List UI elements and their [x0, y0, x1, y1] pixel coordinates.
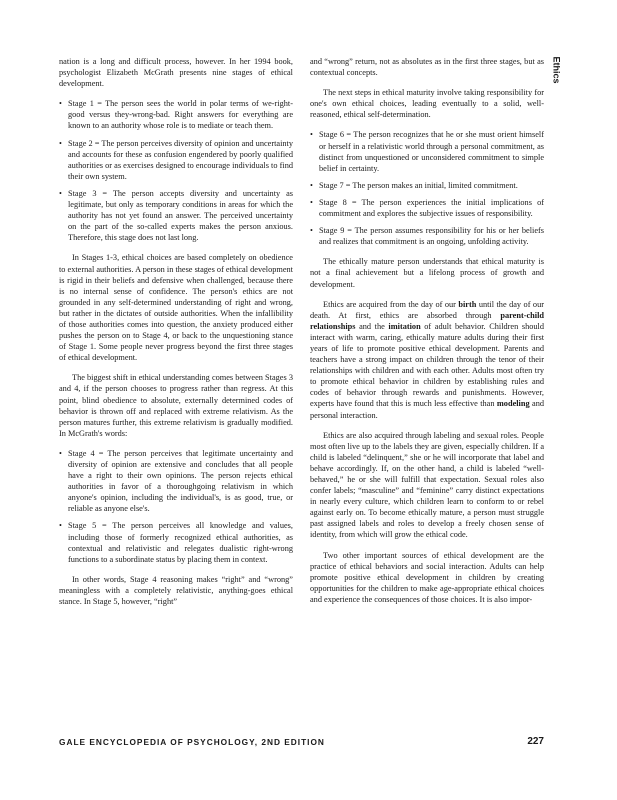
acq-text-2: until the day of our death. At first, ethics are absorbed through — [310, 299, 544, 320]
page-footer — [59, 737, 544, 751]
stages-1-3-paragraph: In Stages 1-3, ethical choices are based completely on obedience to external authorities. A person in these stages of ethical development is rigid in their beliefs and defensive when challenged, because there is no internal sense of confidence. The person's ethics are not grounded in any self-determined understanding of right and wrong, but rather in the dictates of outside authorities. When the infallibility of those authorities comes into question, the anxiety produced either pushes the person on to Stage 4, or back to the unquestioning stance of Stage 1. Some people never progress beyond the first three stages of ethical development. — [59, 253, 293, 363]
stages-list-4-5 — [59, 448, 293, 565]
parent-child-term: parent-child relationships — [310, 310, 544, 331]
mature-paragraph: The ethically mature person understands that ethical maturity is not a final achievement but a lifelong process of growth and development. — [310, 257, 544, 289]
stages-list-1-3 — [59, 98, 293, 243]
acquisition-paragraph — [310, 299, 544, 421]
acq-text-4: of adult behavior. Children should interact with warm, caring, ethically mature adults during their first years of life to promote positive ethical development. Parents and teachers have a strong impact on children through the tenor of their relationships with children and with each other. Adults most often try to promote ethical behavior in children by establishing rules and codes of behavior through rewards and punishments. However, experts have found that this is much less effective than — [310, 321, 544, 409]
stage-5-item: • Stage 5 = The person perceives all knowledge and values, including those of formerly recognized ethical authorities, as contextual and relativistic and relegates dualistic right-wrong functions to a subordinate status by placing them in context. — [59, 520, 293, 564]
stage-9-item: • Stage 9 = The person assumes responsibility for his or her beliefs and realizes that commitment is an ongoing, unfolding activity. — [310, 225, 544, 247]
stage-2-item: • Stage 2 = The person perceives diversity of opinion and uncertainty and accounts for these as confusion engendered by poorly qualified authorities or as exercises designed to encourage individuals to find their own system. — [59, 138, 293, 182]
left-column — [59, 56, 293, 607]
biggest-shift-paragraph: The biggest shift in ethical understanding comes between Stages 3 and 4, if the person chooses to progress rather than regress. At this point, blind obedience to absolute, externally determined codes of behavior is thrown off and replaced with extreme relativism. As the person matures further, this extreme relativism is gradually modified. In McGrath's words: — [59, 373, 293, 438]
stage-7-item: • Stage 7 = The person makes an initial, limited commitment. — [310, 180, 544, 191]
two-other-paragraph: Two other important sources of ethical development are the practice of ethical behaviors and social interaction. Adults can help promote positive ethical development in children by creating opportunities for the children to make age-appropriate ethical choices and experience the consequences of those choices. It is also impor- — [310, 550, 544, 604]
stage-8-item: • Stage 8 = The person experiences the initial implications of commitment and explores the subjective issues of responsibility. — [310, 197, 544, 219]
stages-list-6-9 — [310, 129, 544, 247]
labeling-paragraph: Ethics are also acquired through labeling and sexual roles. People most often live up to the labels they are given, especially children. If a child is labeled “delinquent,” she or he will incorporate that label and behave accordingly. If, on the other hand, a child is labeled “well-behaved,” he or she will fulfill that expectation. Sexual roles also confer labels; “masculine” and “feminine” carry distinct expectations in nearly every culture, which children learn to conform to or rebel against early on. To become ethically mature, a person must struggle past assigned labels and roles to develop a freely chosen sense of identity, from which will grow the ethical code. — [310, 430, 544, 540]
page-number: 227 — [527, 736, 544, 747]
footer-title: GALE ENCYCLOPEDIA OF PSYCHOLOGY, 2ND EDITION — [59, 737, 325, 747]
section-tab-label: Ethics — [551, 56, 562, 84]
intro-paragraph: nation is a long and difficult process, however. In her 1994 book, psychologist Elizabeth McGrath presents nine stages of ethical development. — [59, 57, 293, 89]
acq-text-3: and the — [355, 321, 389, 331]
acq-text-5: and personal interaction. — [310, 399, 544, 420]
next-steps-paragraph: The next steps in ethical maturity involve taking responsibility for one's own ethical choices, leading eventually to a solid, well-reasoned, ethical self-determination. — [310, 88, 544, 120]
acq-text-1: Ethics are acquired from the day of our — [323, 299, 459, 309]
stage-4-item: • Stage 4 = The person perceives that legitimate uncertainty and diversity of opinion are extensive and concludes that all people have a right to their own opinions. The person rejects ethical authorities in favor of a thoroughgoing relativism in which anyone's opinion, including the individual's, is as good, true, or reliable as anyone else's. — [59, 448, 293, 515]
right-column — [310, 56, 544, 605]
other-words-paragraph: In other words, Stage 4 reasoning makes “right” and “wrong” meaningless with a completely relativistic, anything-goes ethical stance. In Stage 5, however, “right” — [59, 574, 293, 607]
stage-1-item: • Stage 1 = The person sees the world in polar terms of we-right-good versus they-wrong-bad. Right answers for everything are known to an authority whose role is to mediate or teach them. — [59, 98, 293, 131]
imitation-term: imitation — [388, 321, 421, 331]
section-tab — [551, 57, 565, 87]
modeling-term: modeling — [496, 399, 530, 409]
birth-term: birth — [458, 299, 477, 309]
continuation-paragraph: and “wrong” return, not as absolutes as in the first three stages, but as contextual concepts. — [310, 57, 544, 78]
stage-3-item: • Stage 3 = The person accepts diversity and uncertainty as legitimate, but only as temporary conditions in areas for which the authority has not yet found an answer. The perceived uncertainty on the part of the so-called experts makes the person anxious. Therefore, this stage does not last long. — [59, 188, 293, 243]
stage-6-item: • Stage 6 = The person recognizes that he or she must orient himself or herself in a relativistic world through a personal commitment, as distinct from unquestioned or unconsidered commitment to simple belief in certainty. — [310, 129, 544, 173]
